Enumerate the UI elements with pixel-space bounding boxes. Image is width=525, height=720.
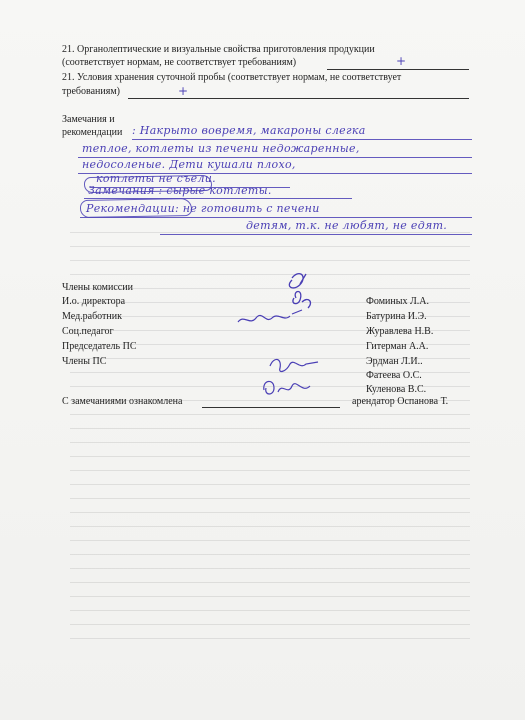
commission-role: Члены ПС (62, 356, 107, 367)
remarks-handwritten-line: теплое, котлеты из печени недожаренные, (82, 142, 360, 155)
remarks-underline (132, 139, 472, 140)
handwritten-signature (232, 300, 312, 332)
tenant-name: арендатор Оспанова Т. (352, 396, 449, 407)
remarks-underline (80, 217, 472, 218)
item21-answer-line (327, 69, 469, 70)
commission-role: Председатель ПС (62, 341, 137, 352)
item21b-line1: 21. Условия хранения суточной пробы (соответствует нормам, не соответствует (62, 72, 402, 83)
commission-role: Мед.работник (62, 311, 122, 322)
item21b-handwritten-mark: + (178, 84, 189, 98)
item21-line2: (соответствует нормам, не соответствует требованиям) (62, 57, 297, 68)
commission-role: И.о. директора (62, 296, 126, 307)
remarks-label-line2: рекомендации (62, 127, 123, 138)
remarks-handwritten-line: : Накрыто вовремя, макароны слегка (132, 124, 366, 137)
acquainted-label: С замечаниями ознакомлена (62, 396, 183, 407)
commission-name: Батурина И.Э. (366, 311, 427, 322)
commission-name: Гитерман А.А. (366, 341, 429, 352)
acquainted-signature-line (202, 407, 340, 408)
item21-handwritten-mark: + (396, 54, 407, 68)
commission-name: Куленова В.С. (366, 384, 427, 395)
item21b-answer-line (128, 98, 469, 99)
remarks-label-line1: Замечания и (62, 114, 115, 125)
commission-role: Соц.педагог (62, 326, 114, 337)
remarks-handwritten-line: детям, т.к. не любят, не едят. (246, 219, 448, 232)
item21b-line2: требованиям) (62, 86, 121, 97)
commission-title: Члены комиссии (62, 282, 133, 293)
remarks-handwritten-line: Рекомендации: не готовить с печени (86, 202, 320, 215)
handwritten-signature (258, 374, 322, 402)
remarks-underline (160, 234, 472, 235)
commission-name: Фатеева О.С. (366, 370, 422, 381)
remarks-handwritten-line: недосоленые. Дети кушали плохо, (82, 158, 296, 171)
commission-name: Фоминых Л.А. (366, 296, 429, 307)
item21-line1: 21. Органолептические и визуальные свойства приготовления продукции (62, 44, 375, 55)
commission-name: Эрдман Л.И.. (366, 356, 423, 367)
commission-name: Журавлева Н.В. (366, 326, 434, 337)
remarks-handwritten-line: котлеты не съели. (96, 172, 216, 185)
remarks-handwritten-line: Замечания : сырые котлеты. (88, 184, 272, 197)
